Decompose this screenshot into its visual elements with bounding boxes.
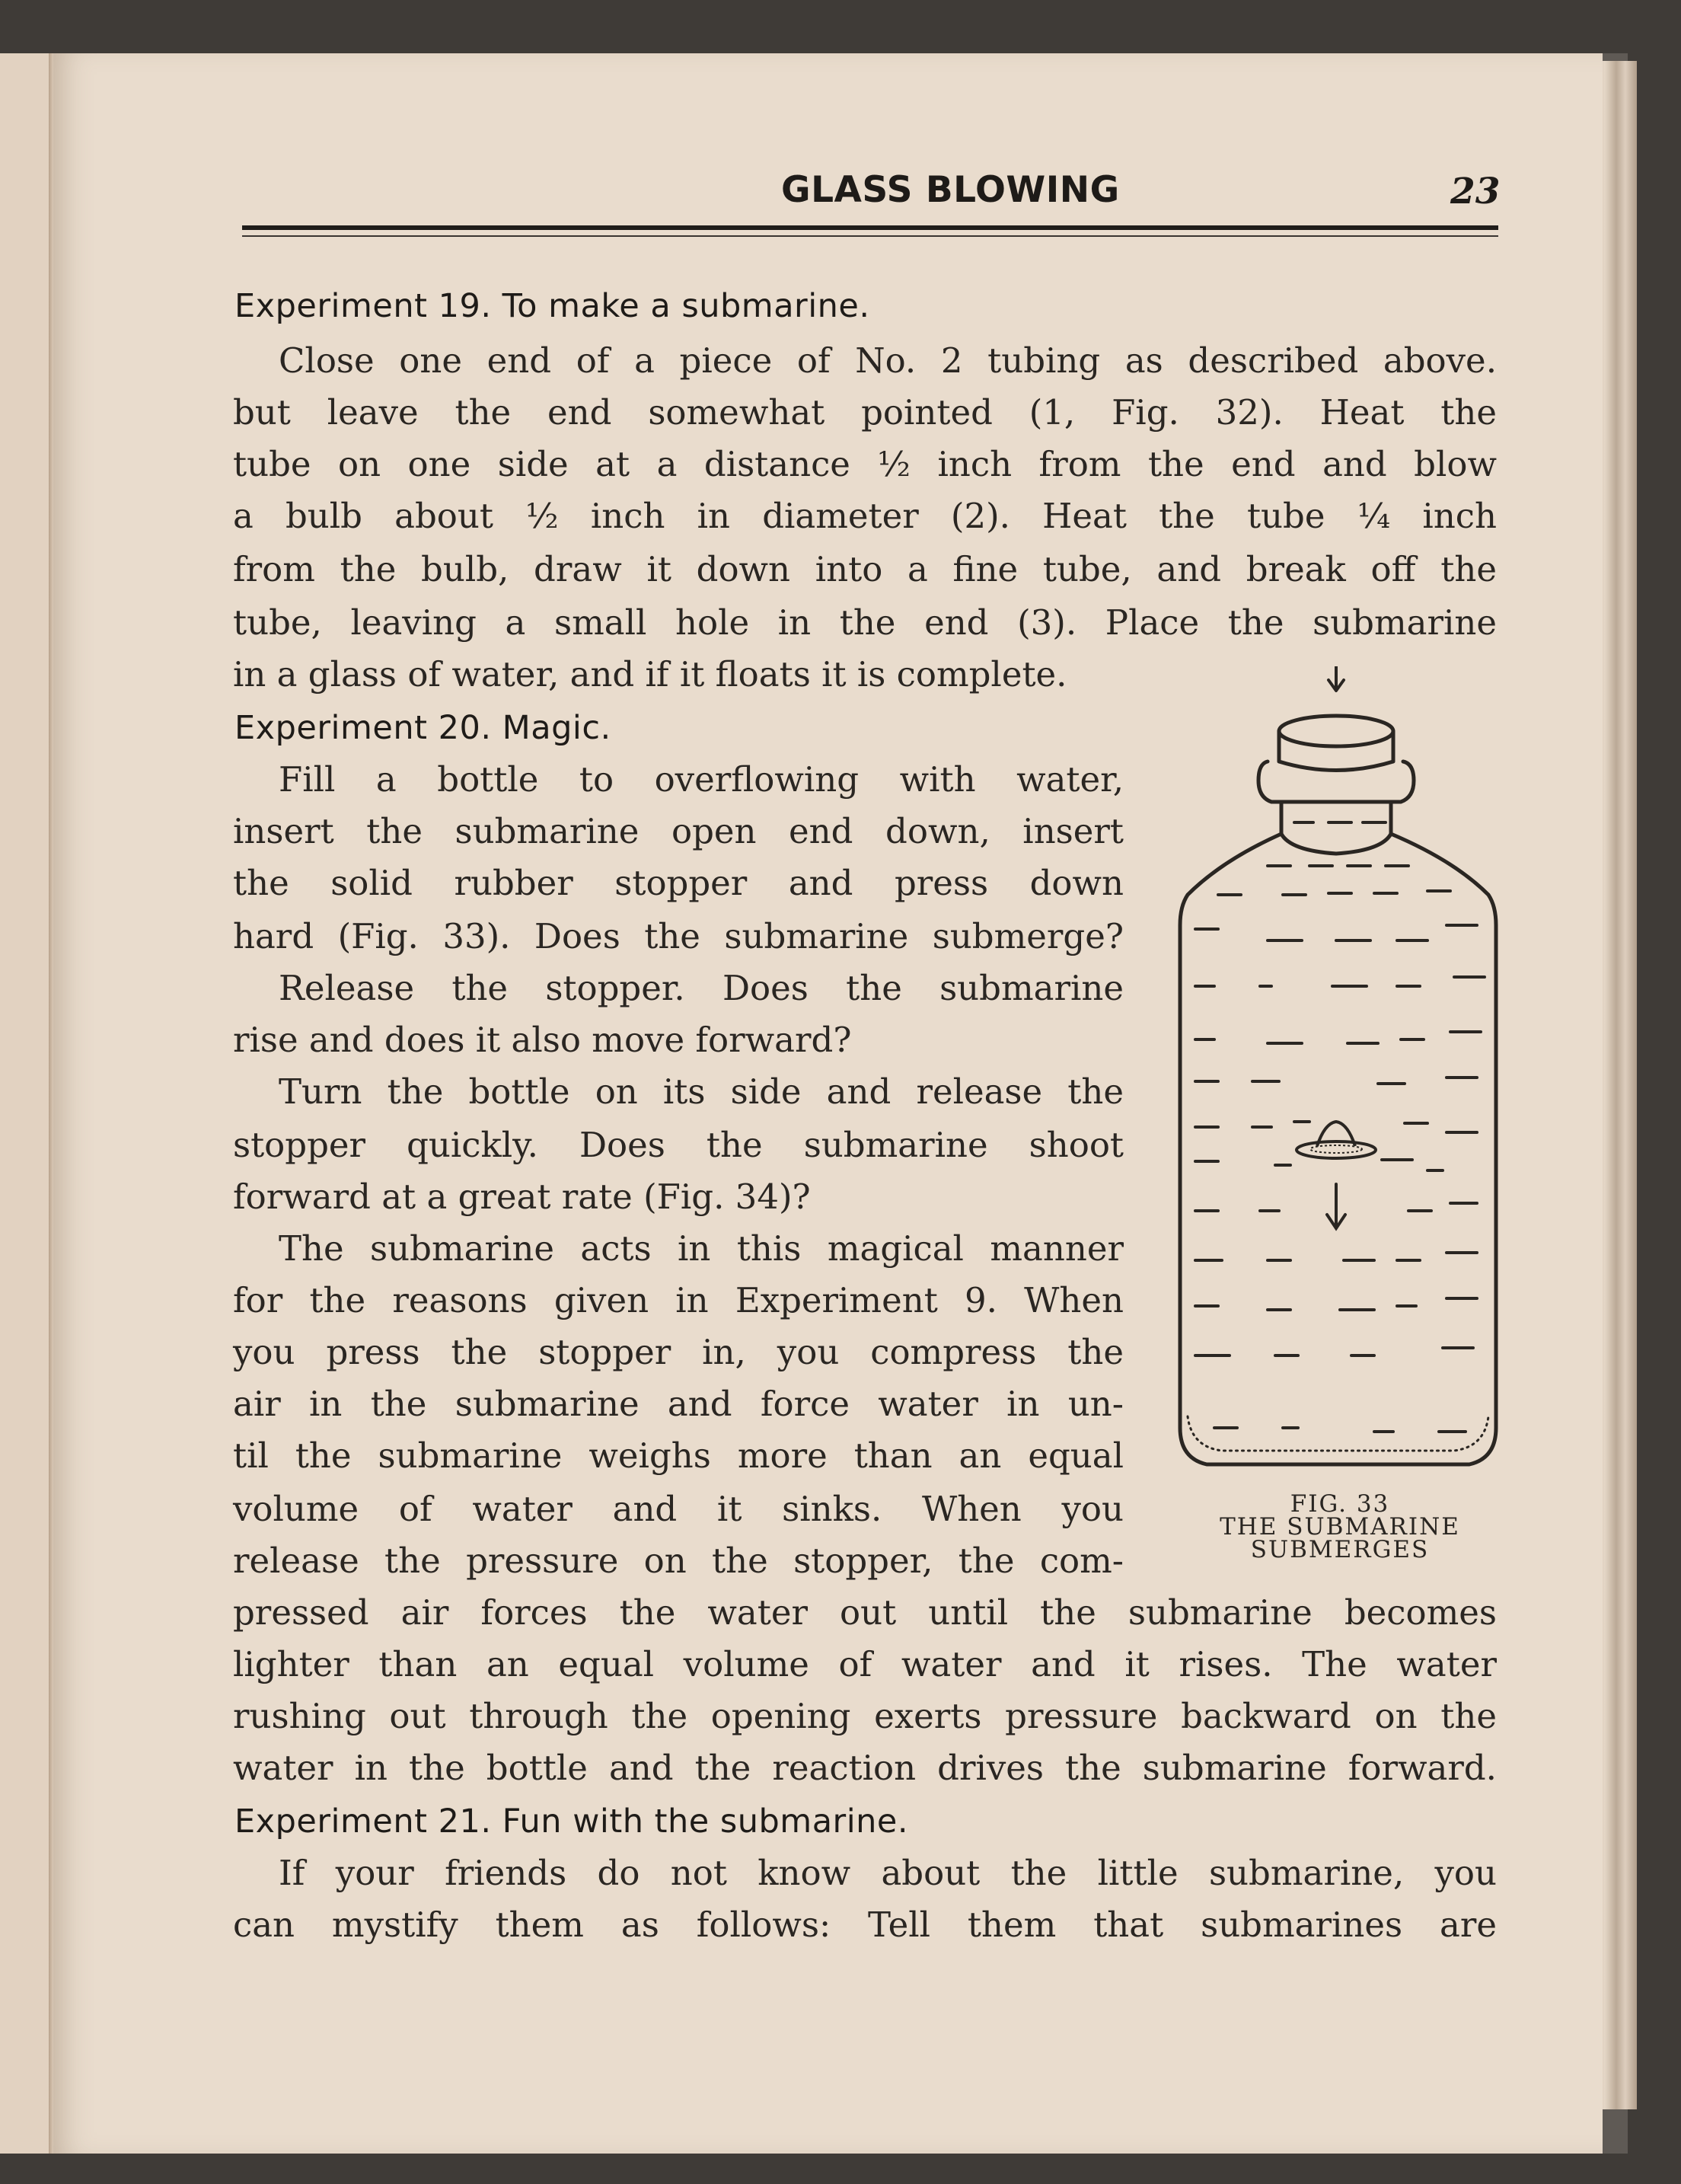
figure-caption-number: FIG. 33 [1290,1490,1390,1518]
paragraph-line: The submarine acts in this magical manner [279,1228,1124,1269]
experiment-19-heading: Experiment 19. To make a submarine. [234,287,870,325]
page-number: 23 [1450,171,1501,212]
figure-caption [1176,1490,1504,1563]
background-bottom [0,2154,1681,2184]
paragraph-line: til the submarine weighs more than an equal [233,1435,1124,1476]
paragraph-line: but leave the end somewhat pointed (1, Fig. 32). Heat the [233,392,1497,433]
left-page-edge [0,53,55,2154]
figure-caption-title: THE SUBMARINE [1220,1513,1460,1541]
paragraph-line: Fill a bottle to overflowing with water, [279,759,1124,800]
paragraph-line: in a glass of water, and if it floats it is complete. [233,654,1067,694]
paragraph-line: forward at a great rate (Fig. 34)? [233,1177,811,1217]
paragraph-line: rushing out through the opening exerts pressure backward on the [233,1696,1497,1736]
paragraph-line: pressed air forces the water out until the submarine becomes [233,1592,1497,1633]
header-rule-thin [242,235,1498,237]
paragraph-line: from the bulb, draw it down into a fine tube, and break off the [233,549,1497,589]
experiment-20-heading: Experiment 20. Magic. [234,709,611,747]
paragraph-line: Close one end of a piece of No. 2 tubing as described above. [279,340,1497,381]
header-rule-thick [242,225,1498,230]
paragraph-line: a bulb about ½ inch in diameter (2). Heat the tube ¼ inch [233,496,1497,536]
running-header-title: GLASS BLOWING [781,169,1120,211]
book-spine [49,53,53,2154]
experiment-21-heading: Experiment 21. Fun with the submarine. [234,1802,909,1841]
paragraph-line: can mystify them as follows: Tell them that submarines are [233,1905,1497,1945]
figure-caption-title-2: SUBMERGES [1250,1536,1430,1563]
paragraph-line: tube on one side at a distance ½ inch from the end and blow [233,444,1497,484]
paragraph-line: rise and does it also move forward? [233,1020,852,1060]
bottle-with-submarine-illustration [1176,666,1504,1496]
background-top [0,0,1681,53]
paragraph-line: the solid rubber stopper and press down [233,863,1124,903]
paragraph-line: insert the submarine open end down, insert [233,811,1124,851]
paragraph-line: air in the submarine and force water in un- [233,1384,1124,1424]
paragraph-line: you press the stopper in, you compress the [233,1332,1124,1372]
paragraph-line: volume of water and it sinks. When you [233,1489,1124,1529]
paragraph-line: tube, leaving a small hole in the end (3). Place the submarine [233,602,1497,643]
paragraph-line: Release the stopper. Does the submarine [279,968,1124,1008]
paragraph-line: release the pressure on the stopper, the com- [233,1541,1124,1581]
paragraph-line: water in the bottle and the reaction drives the submarine forward. [233,1748,1497,1788]
paragraph-line: for the reasons given in Experiment 9. When [233,1280,1124,1320]
paragraph-line: lighter than an equal volume of water and it rises. The water [233,1644,1497,1684]
paragraph-line: hard (Fig. 33). Does the submarine submerge? [233,916,1124,956]
paragraph-line: stopper quickly. Does the submarine shoot [233,1125,1124,1165]
paragraph-line: If your friends do not know about the little submarine, you [279,1853,1497,1893]
paragraph-line: Turn the bottle on its side and release the [279,1071,1124,1112]
